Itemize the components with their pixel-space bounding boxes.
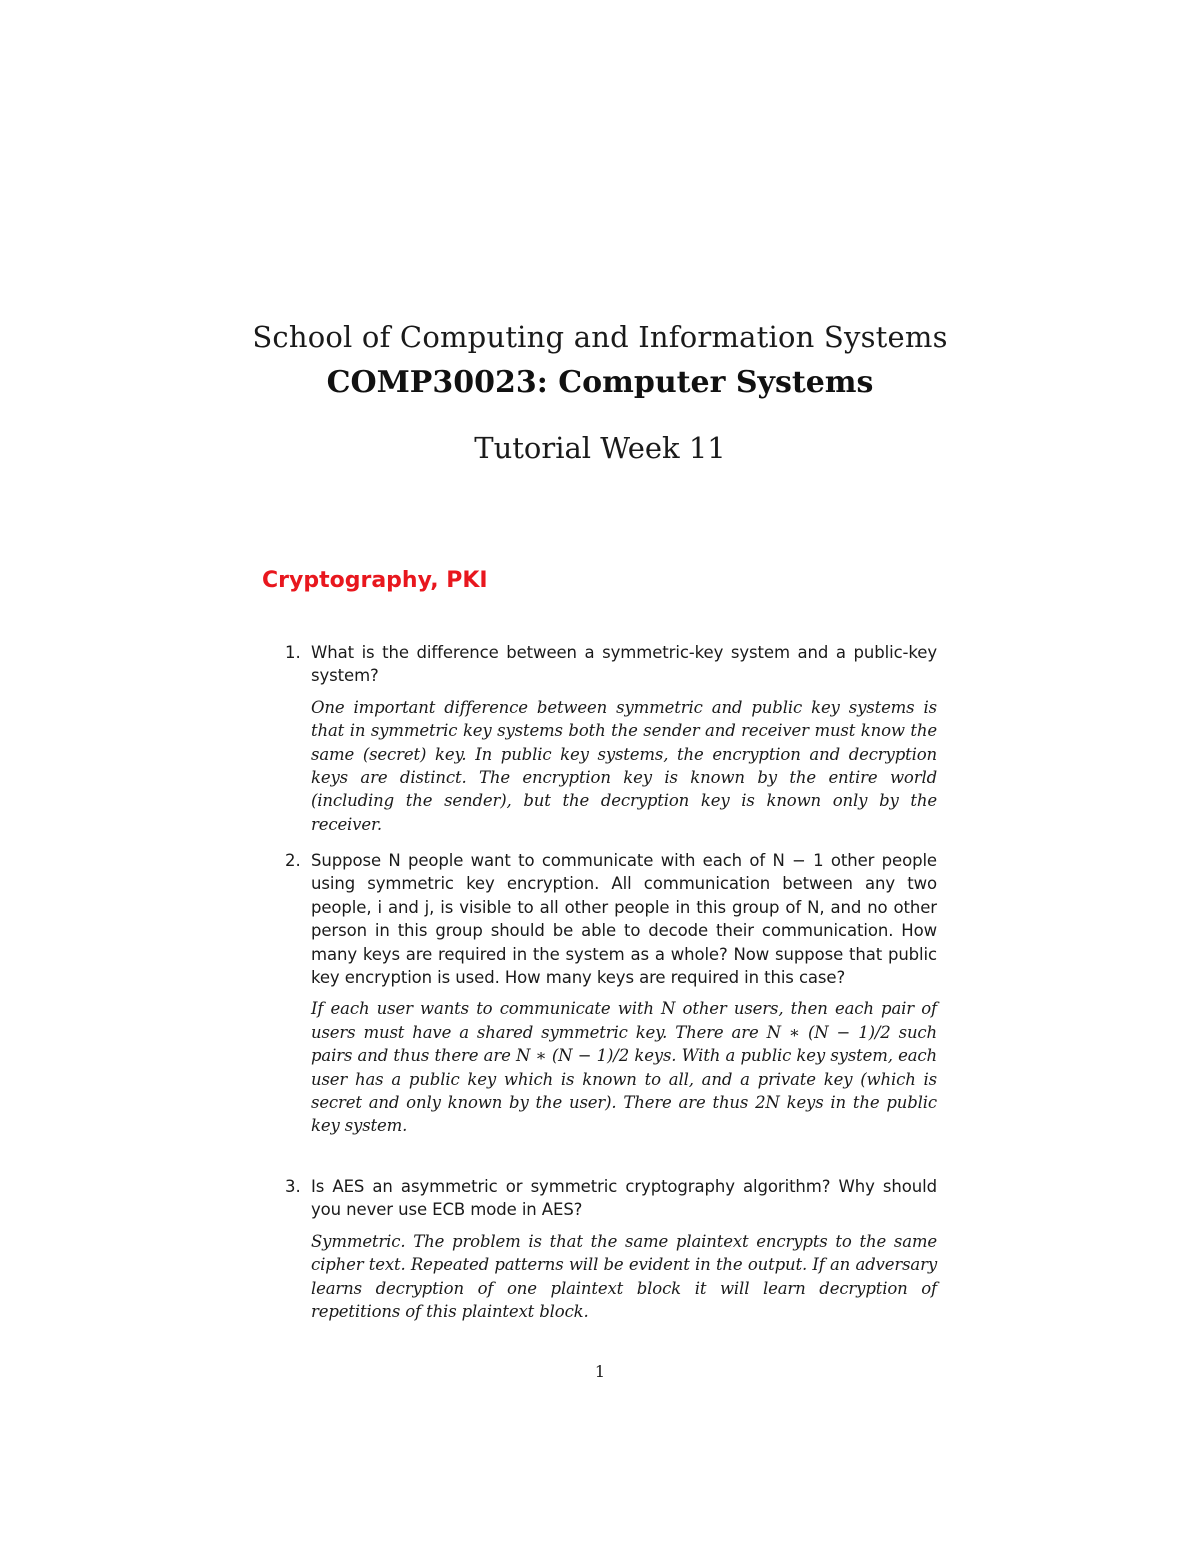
question-number: 2. xyxy=(285,851,301,870)
page-number: 1 xyxy=(594,1362,606,1381)
question-list xyxy=(285,641,937,836)
question-text: Is AES an asymmetric or symmetric cryptography algorithm? Why should you never use ECB mode in AES? xyxy=(311,1177,937,1220)
question-item xyxy=(285,641,937,836)
section-heading: Cryptography, PKI xyxy=(262,568,488,593)
tutorial-week: Tutorial Week 11 xyxy=(474,431,726,465)
question-list xyxy=(285,849,937,1138)
question-item xyxy=(285,1175,937,1323)
answer-text: If each user wants to communicate with N other users, then each pair of users must have a shared symmetric key. There are N ∗ (N − 1)/2 such pairs and thus there are N ∗ (N − 1)/2 keys. With a public key system, each user has a public key which is known to all, and a private key (which is secret and only known by the user). There are thus 2N keys in the public key system. xyxy=(311,999,937,1136)
question-list xyxy=(285,1175,937,1323)
question-text: Suppose N people want to communicate with each of N − 1 other people using symmetric key encryption. All communication between any two people, i and j, is visible to all other people in this group of N, and no other person in this group should be able to decode their communication. How many keys are required in the system as a whole? Now suppose that public key encryption is used. How many keys are required in this case? xyxy=(311,851,937,988)
school-name: School of Computing and Information Systems xyxy=(252,320,948,354)
answer-text: One important difference between symmetric and public key systems is that in symmetric key systems both the sender and receiver must know the same (secret) key. In public key systems, the encryption and decryption keys are distinct. The encryption key is known by the entire world (including the sender), but the decryption key is known only by the receiver. xyxy=(311,697,937,834)
course-title: COMP30023: Computer Systems xyxy=(326,365,874,400)
answer-text: Symmetric. The problem is that the same plaintext encrypts to the same cipher text. Repeated patterns will be evident in the output. If an adversary learns decryption of one plaintext block it will learn decryption of repetitions of this plaintext block. xyxy=(311,1231,937,1322)
question-item xyxy=(285,849,937,1138)
title-block xyxy=(0,318,1200,467)
question-text: What is the difference between a symmetric-key system and a public-key system? xyxy=(311,643,937,686)
question-number: 1. xyxy=(285,643,301,662)
question-number: 3. xyxy=(285,1177,301,1196)
